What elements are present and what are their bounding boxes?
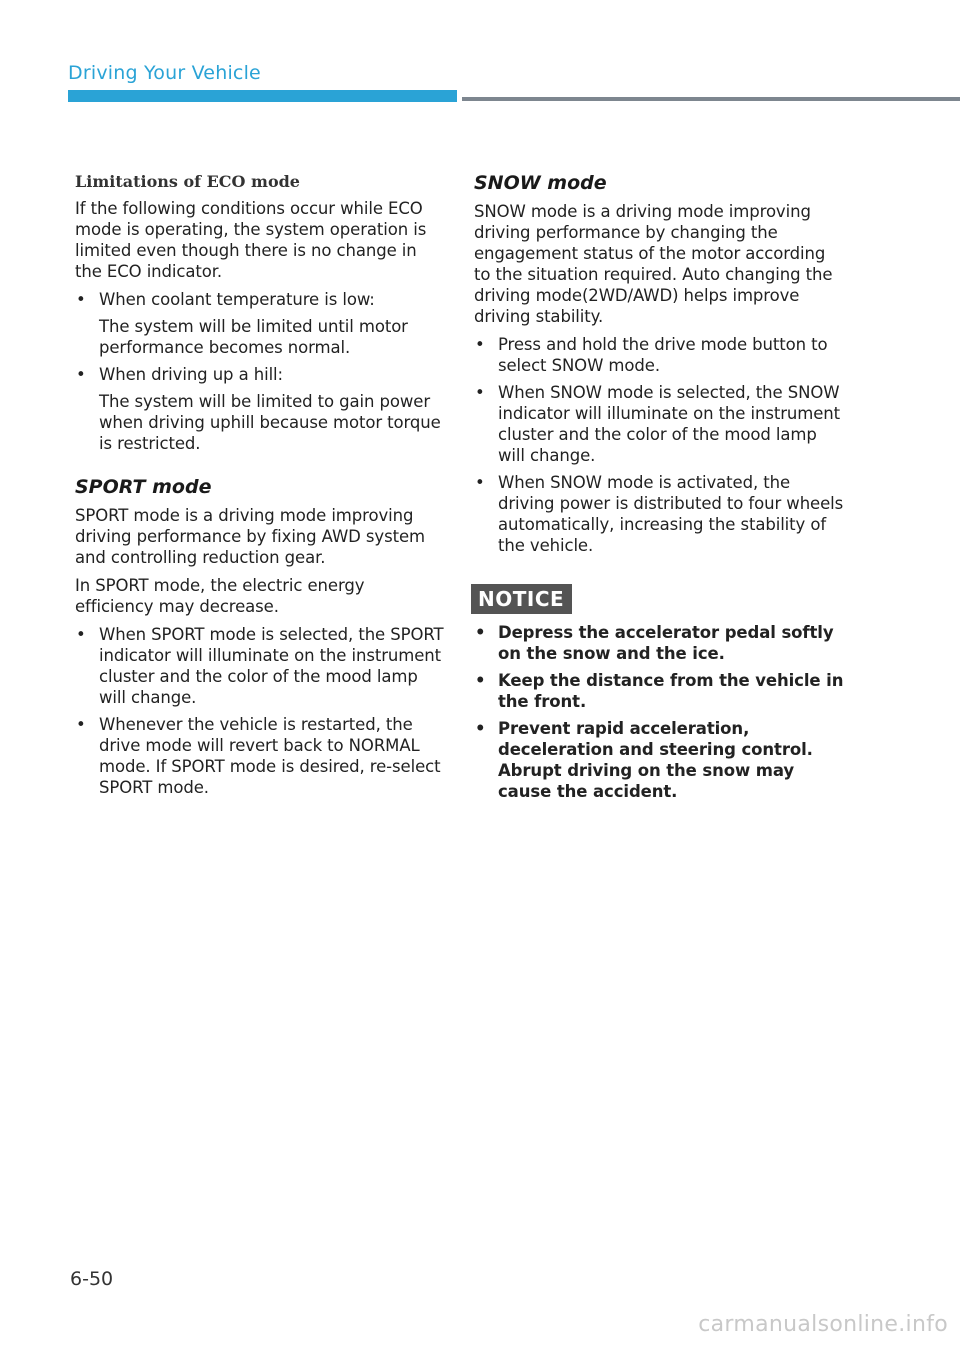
list-item: [474, 472, 846, 556]
bullet-icon: •: [475, 623, 486, 642]
sport-mode-list: [75, 624, 445, 798]
bullet-icon: •: [76, 365, 86, 384]
header-rule-gray: [462, 97, 960, 101]
list-item-text: Whenever the vehicle is restarted, the drive mode will revert back to NORMAL mode. If SPORT mode is desired, re-select SPORT mode.: [99, 715, 441, 797]
right-column: [474, 172, 846, 810]
list-item: [75, 364, 445, 454]
list-item: [474, 670, 846, 712]
bullet-icon: •: [475, 473, 485, 492]
bullet-icon: •: [475, 719, 486, 738]
sport-mode-heading: SPORT mode: [75, 476, 212, 498]
header-rule-accent: [68, 90, 457, 102]
list-item-text: When driving up a hill:: [99, 365, 283, 384]
bullet-icon: •: [76, 290, 86, 309]
list-item-text: Keep the distance from the vehicle in the front.: [498, 671, 844, 711]
sport-mode-para-1: SPORT mode is a driving mode improving driving performance by fixing AWD system and controlling reduction gear.: [75, 506, 425, 567]
list-item-detail: The system will be limited to gain power when driving uphill because motor torque is restricted.: [99, 392, 441, 453]
bullet-icon: •: [475, 383, 485, 402]
watermark: carmanualsonline.info: [698, 1312, 948, 1337]
sport-mode-para-2: In SPORT mode, the electric energy efficiency may decrease.: [75, 576, 365, 616]
bullet-icon: •: [475, 671, 486, 690]
eco-conditions-list: [75, 289, 445, 454]
bullet-icon: •: [76, 715, 86, 734]
notice-list: [474, 622, 846, 802]
list-item-text: Depress the accelerator pedal softly on the snow and the ice.: [498, 623, 834, 663]
snow-mode-list: [474, 334, 846, 556]
snow-mode-heading: SNOW mode: [474, 172, 607, 194]
list-item: [75, 624, 445, 708]
page-number: 6-50: [70, 1268, 114, 1290]
left-column: [75, 172, 445, 806]
bullet-icon: •: [475, 335, 485, 354]
notice-badge: NOTICE: [471, 584, 572, 614]
list-item: [474, 382, 846, 466]
bullet-icon: •: [76, 625, 86, 644]
list-item: [474, 718, 846, 802]
list-item-text: When coolant temperature is low:: [99, 290, 375, 309]
list-item-text: When SNOW mode is activated, the driving power is distributed to four wheels automatically, increasing the stability of the vehicle.: [498, 473, 844, 555]
page-header-title: Driving Your Vehicle: [68, 62, 261, 84]
list-item: [474, 622, 846, 664]
eco-limitations-heading: Limitations of ECO mode: [75, 172, 300, 191]
list-item-text: Press and hold the drive mode button to select SNOW mode.: [498, 335, 828, 375]
list-item: [75, 714, 445, 798]
list-item: [474, 334, 846, 376]
list-item-text: When SNOW mode is selected, the SNOW indicator will illuminate on the instrument cluster and the color of the mood lamp will change.: [498, 383, 840, 465]
eco-limitations-intro: If the following conditions occur while ECO mode is operating, the system operation is limited even though there is no change in the ECO indicator.: [75, 199, 427, 281]
list-item: [75, 289, 445, 358]
list-item-text: When SPORT mode is selected, the SPORT indicator will illuminate on the instrument cluster and the color of the mood lamp will change.: [99, 625, 444, 707]
snow-mode-para: SNOW mode is a driving mode improving driving performance by changing the engagement status of the motor according to the situation required. Auto changing the driving mode(2WD/AWD) helps improve driving stability.: [474, 202, 833, 326]
list-item-text: Prevent rapid acceleration, deceleration and steering control. Abrupt driving on the snow may cause the accident.: [498, 719, 813, 801]
list-item-detail: The system will be limited until motor performance becomes normal.: [99, 317, 408, 357]
